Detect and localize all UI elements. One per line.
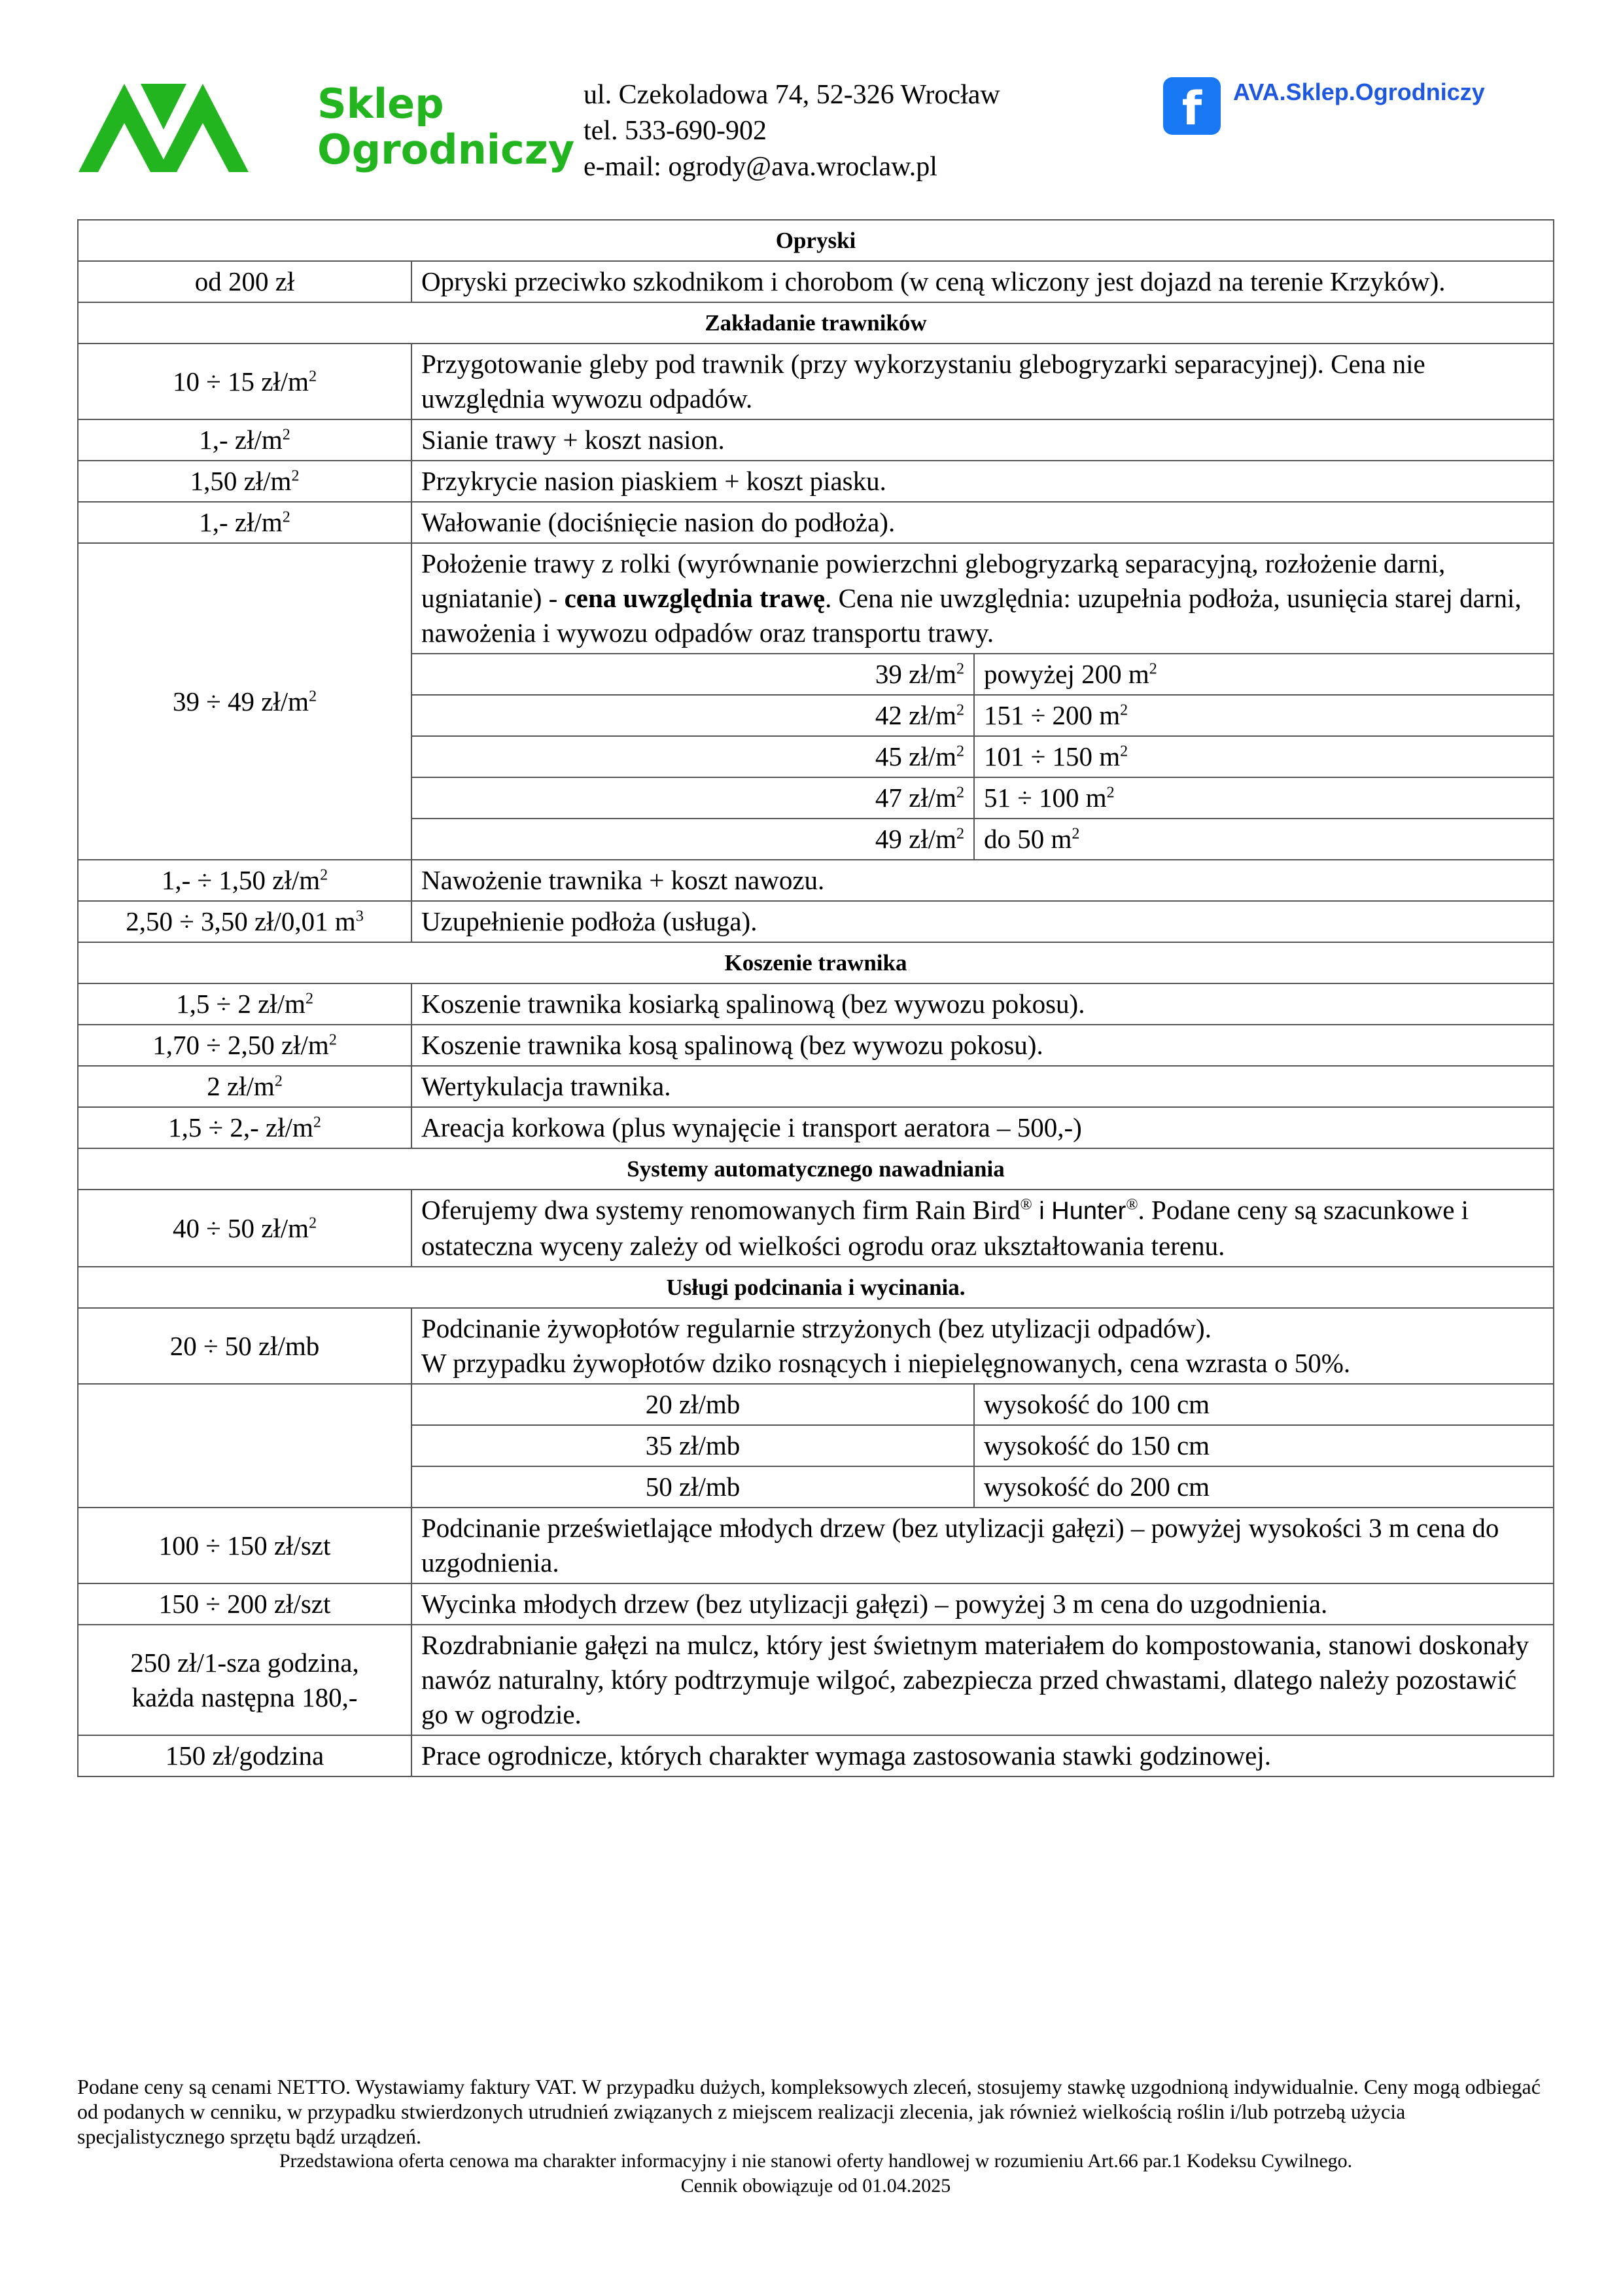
price-cell: 39 ÷ 49 $zł/m^2$: [78, 543, 411, 860]
section-trawniki: Zakładanie trawników: [78, 302, 1554, 344]
tier-height: wysokość do 100 cm: [974, 1384, 1554, 1425]
description-cell: Wycinka młodych drzew (bez utylizacji gałęzi) – powyżej 3 m cena do uzgodnienia.: [411, 1583, 1554, 1625]
section-koszenie: Koszenie trawnika: [78, 942, 1554, 983]
table-row: [78, 983, 1554, 1025]
table-row: [78, 502, 1554, 543]
logo-triangles-icon: [79, 77, 314, 175]
price-cell: 2 $zł/m^2$: [78, 1066, 411, 1107]
section-opryski: Opryski: [78, 220, 1554, 261]
table-row: [78, 543, 1554, 654]
description-cell: Wertykulacja trawnika.: [411, 1066, 1554, 1107]
logo-text-line1: Sklep: [317, 80, 444, 128]
tier-range: do 50 $m^2$: [974, 819, 1554, 860]
price-cell: 1,5 ÷ 2,- $zł/m^2$: [78, 1107, 411, 1148]
price-cell: 1,- $zł/m^2$: [78, 419, 411, 461]
facebook-link[interactable]: AVA.Sklep.Ogrodniczy: [1233, 79, 1485, 105]
description-cell: Areacja korkowa (plus wynajęcie i transport aeratora – 500,-): [411, 1107, 1554, 1148]
description-cell: Opryski przeciwko szkodnikom i chorobom (w ceną wliczony jest dojazd na terenie Krzyków).: [411, 261, 1554, 302]
table-row: [78, 344, 1554, 419]
section-podcinanie: Usługi podcinania i wycinania.: [78, 1267, 1554, 1308]
description-cell: Przykrycie nasion piaskiem + koszt piasku.: [411, 461, 1554, 502]
description-cell: Podcinanie żywopłotów regularnie strzyżonych (bez utylizacji odpadów). W przypadku żywopłotów dziko rosnących i niepielęgnowanych, cena wzrasta o 50%.: [411, 1308, 1554, 1384]
price-cell: od 200 zł: [78, 261, 411, 302]
footer-legal: Przedstawiona oferta cenowa ma charakter informacyjny i nie stanowi oferty handlowej w rozumieniu Art.66 par.1 Kodeksu Cywilnego.: [279, 2150, 1353, 2172]
contact-block: [584, 77, 1000, 185]
section-header-row: [78, 942, 1554, 983]
description-cell: Wałowanie (dociśnięcie nasion do podłoża).: [411, 502, 1554, 543]
description-cell: Koszenie trawnika kosiarką spalinową (bez wywozu pokosu).: [411, 983, 1554, 1025]
tier-price: 50 zł/mb: [411, 1466, 974, 1508]
table-row: [78, 1107, 1554, 1148]
price-cell: 1,70 ÷ 2,50 $zł/m^2$: [78, 1025, 411, 1066]
table-row: [78, 1625, 1554, 1735]
footer-note: Podane ceny są cenami NETTO. Wystawiamy faktury VAT. W przypadku dużych, kompleksowych zleceń, stosujemy stawkę uzgodnioną indywidualnie. Ceny mogą odbiegać od podanych w cenniku, w przypadku stwierdzonych utrudnień związanych z miejscem realizacji zlecenia, jak również wielkością roślin i/lub potrzebą użycia specjalistycznego sprzętu bądź urządzeń.: [77, 2075, 1541, 2148]
price-table: [77, 219, 1554, 1777]
company-logo: [79, 77, 575, 182]
tier-price: 42 $zł/m^2$: [411, 695, 974, 736]
table-row: [78, 860, 1554, 901]
phone: tel. 533-690-902: [584, 116, 767, 146]
bold-note: cena uwzględnia trawę: [564, 583, 826, 613]
price-cell: 100 ÷ 150 zł/szt: [78, 1508, 411, 1583]
footer: [77, 2074, 1554, 2199]
price-cell: 1,5 ÷ 2 $zł/m^2$: [78, 983, 411, 1025]
description-cell: Położenie trawy z rolki (wyrównanie powierzchni glebogryzarką separacyjną, rozłożenie darni, ugniatanie) - cena uwzględnia trawę. Cena nie uwzględnia: uzupełnia podłoża, usunięcia starej darni, nawożenia i wywozu odpadów oraz transportu trawy.: [411, 543, 1554, 654]
address: ul. Czekoladowa 74, 52-326 Wrocław: [584, 80, 1000, 110]
description-cell: Sianie trawy + koszt nasion.: [411, 419, 1554, 461]
table-row: [78, 901, 1554, 942]
price-cell: 20 ÷ 50 zł/mb: [78, 1308, 411, 1384]
price-cell: 1,- $zł/m^2$: [78, 502, 411, 543]
price-cell: 1,- ÷ 1,50 $zł/m^2$: [78, 860, 411, 901]
footer-valid-date: Cennik obowiązuje od 01.04.2025: [680, 2175, 951, 2197]
price-cell: 250 zł/1-sza godzina, każda następna 180,-: [78, 1625, 411, 1735]
description-cell: Koszenie trawnika kosą spalinową (bez wywozu pokosu).: [411, 1025, 1554, 1066]
price-cell: 10 ÷ 15 $zł/m^2$: [78, 344, 411, 419]
table-row: [78, 461, 1554, 502]
empty-cell: [78, 1384, 411, 1508]
section-header-row: [78, 302, 1554, 344]
hedge-tier-row: [78, 1384, 1554, 1425]
section-nawadnianie: Systemy automatycznego nawadniania: [78, 1148, 1554, 1190]
description-cell: Uzupełnienie podłoża (usługa).: [411, 901, 1554, 942]
description-cell: Oferujemy dwa systemy renomowanych firm Rain Bird® i Hunter®. Podane ceny są szacunkowe i ostateczna wyceny zależy od wielkości ogrodu oraz ukształtowania terenu.: [411, 1190, 1554, 1267]
email[interactable]: e-mail: ogrody@ava.wroclaw.pl: [584, 152, 937, 182]
table-row: [78, 1508, 1554, 1583]
table-row: [78, 1190, 1554, 1267]
section-header-row: [78, 1148, 1554, 1190]
tier-price: 39 $zł/m^2$: [411, 654, 974, 695]
tier-range: 101 ÷ 150 $m^2$: [974, 736, 1554, 777]
price-cell: 40 ÷ 50 $zł/m^2$: [78, 1190, 411, 1267]
tier-price: 49 $zł/m^2$: [411, 819, 974, 860]
section-header-row: [78, 220, 1554, 261]
logo-text-line2: Ogrodniczy: [317, 126, 575, 173]
description-cell: Prace ogrodnicze, których charakter wymaga zastosowania stawki godzinowej.: [411, 1735, 1554, 1776]
table-row: [78, 1025, 1554, 1066]
table-row: [78, 419, 1554, 461]
section-header-row: [78, 1267, 1554, 1308]
table-row: [78, 1583, 1554, 1625]
tier-price: 47 $zł/m^2$: [411, 777, 974, 819]
facebook-icon[interactable]: f: [1163, 77, 1221, 135]
description-cell: Podcinanie prześwietlające młodych drzew (bez utylizacji gałęzi) – powyżej wysokości 3 m cena do uzgodnienia.: [411, 1508, 1554, 1583]
table-row: [78, 261, 1554, 302]
table-row: [78, 1735, 1554, 1776]
price-cell: 1,50 $zł/m^2$: [78, 461, 411, 502]
tier-range: 51 ÷ 100 $m^2$: [974, 777, 1554, 819]
tier-price: 20 zł/mb: [411, 1384, 974, 1425]
description-cell: Rozdrabnianie gałęzi na mulcz, który jest świetnym materiałem do kompostowania, stanowi doskonały nawóz naturalny, który podtrzymuje wilgoć, zabezpiecza przed chwastami, dlatego należy pozostawić go w ogrodzie.: [411, 1625, 1554, 1735]
tier-range: powyżej 200 $m^2$: [974, 654, 1554, 695]
tier-range: 151 ÷ 200 $m^2$: [974, 695, 1554, 736]
price-cell: 150 ÷ 200 zł/szt: [78, 1583, 411, 1625]
price-cell: 2,50 ÷ 3,50 zł/0,01 $m^3$: [78, 901, 411, 942]
tier-price: 45 $zł/m^2$: [411, 736, 974, 777]
table-row: [78, 1066, 1554, 1107]
description-cell: Przygotowanie gleby pod trawnik (przy wykorzystaniu glebogryzarki separacyjnej). Cena nie uwzględnia wywozu odpadów.: [411, 344, 1554, 419]
tier-price: 35 zł/mb: [411, 1425, 974, 1466]
tier-height: wysokość do 150 cm: [974, 1425, 1554, 1466]
tier-height: wysokość do 200 cm: [974, 1466, 1554, 1508]
description-cell: Nawożenie trawnika + koszt nawozu.: [411, 860, 1554, 901]
table-row: [78, 1308, 1554, 1384]
price-cell: 150 zł/godzina: [78, 1735, 411, 1776]
